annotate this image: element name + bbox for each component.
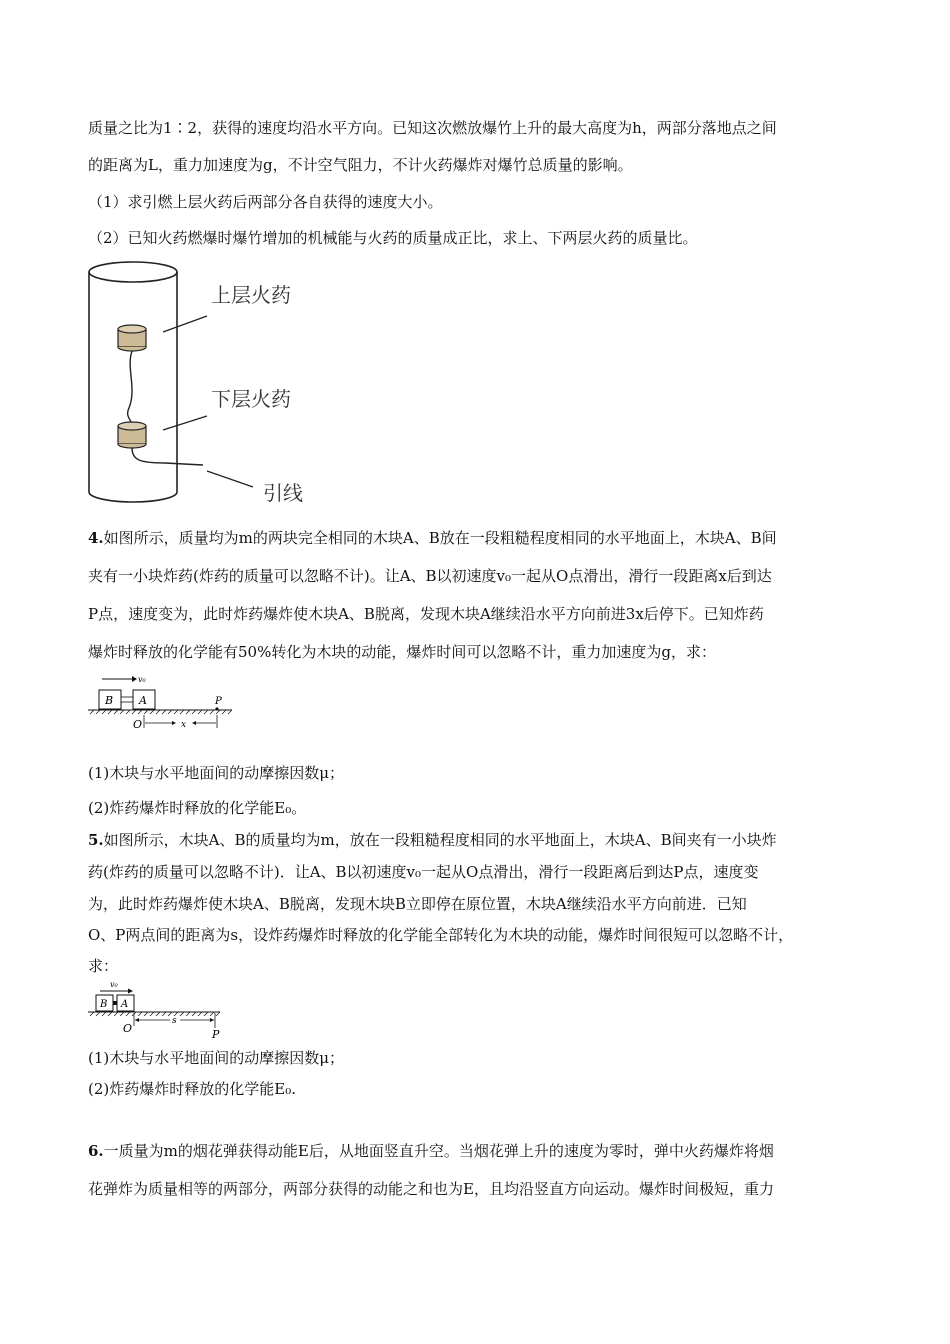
problem4-number: 4. (88, 529, 104, 547)
problem5-text-line2: 药(炸药的质量可以忽略不计)．让A、B以初速度v₀一起从O点滑出，滑行一段距离后到达P点，速度变 (88, 863, 759, 881)
problem5-number: 5. (88, 831, 104, 849)
lower-powder-cylinder (118, 422, 146, 448)
problem3-text-line2: 的距离为L，重力加速度为g，不计空气阻力，不计火药爆炸对爆竹总质量的影响。 (88, 156, 633, 174)
firecracker-figure (85, 258, 345, 508)
point-p-label: P (215, 696, 222, 707)
point-o-label: O (133, 718, 143, 731)
problem5-text-line4: O、P两点间的距离为s，设炸药爆炸时释放的化学能全部转化为木块的动能，爆炸时间很短可以忽略不计， (88, 926, 794, 944)
problem4-question2: (2)炸药爆炸时释放的化学能E₀。 (88, 799, 307, 817)
problem5-text-line3: 为，此时炸药爆炸使木块A、B脱离，发现木块B立即停在原位置，木块A继续沿水平方向前进．已知 (88, 895, 747, 913)
problem4-question1: (1)木块与水平地面间的动摩擦因数μ； (88, 764, 344, 782)
point-o-label: O (123, 1022, 133, 1035)
problem6-text-line2: 花弹炸为质量相等的两部分，两部分获得的动能之和也为E，且均沿竖直方向运动。爆炸时间极短，重力 (88, 1180, 774, 1198)
velocity-label: v₀ (110, 980, 118, 989)
problem4-text-line1: 4.如图所示，质量均为m的两块完全相同的木块A、B放在一段粗糙程度相同的水平地面上，木块A、B间 (88, 529, 777, 547)
problem6-number: 6. (88, 1142, 104, 1160)
block-a-label: A (139, 694, 147, 707)
problem5-question2: (2)炸药爆炸时释放的化学能E₀. (88, 1080, 296, 1098)
lower-powder-label: 下层火药 (211, 387, 291, 411)
distance-s-label: s (172, 1016, 177, 1026)
distance-x-label: x (181, 720, 187, 730)
upper-powder-label: 上层火药 (211, 283, 291, 307)
problem5-text-line1: 5.如图所示，木块A、B的质量均为m，放在一段粗糙程度相同的水平地面上，木块A、B间夹有一小块炸 (88, 831, 777, 849)
fuse-label: 引线 (263, 481, 303, 505)
problem6-text-line1: 6.一质量为m的烟花弹获得动能E后，从地面竖直升空。当烟花弹上升的速度为零时，弹中火药爆炸将烟 (88, 1142, 774, 1160)
problem5-figure (86, 978, 236, 1040)
block-a-label: A (121, 999, 129, 1010)
point-p-label: P (212, 1028, 220, 1040)
problem3-text-line1: 质量之比为1∶2，获得的速度均沿水平方向。已知这次燃放爆竹上升的最大高度为h，两部分落地点之间 (88, 119, 777, 137)
problem3-question2: （2）已知火药燃爆时爆竹增加的机械能与火药的质量成正比，求上、下两层火药的质量比。 (88, 229, 698, 247)
problem4-figure (86, 666, 236, 732)
problem4-text-line3: P点，速度变为，此时炸药爆炸使木块A、B脱离，发现木块A继续沿水平方向前进3x后停下。已知炸药 (88, 605, 764, 623)
velocity-label: v₀ (138, 675, 146, 684)
problem4-text-line2: 夹有一小块炸药(炸药的质量可以忽略不计)。让A、B以初速度v₀一起从O点滑出，滑行一段距离x后到达 (88, 567, 772, 585)
upper-powder-cylinder (118, 325, 146, 351)
block-b-label: B (105, 694, 114, 707)
problem5-question1: (1)木块与水平地面间的动摩擦因数μ； (88, 1049, 344, 1067)
block-b-label: B (100, 999, 108, 1010)
problem5-text-line5: 求： (88, 957, 119, 975)
problem4-text-line4: 爆炸时释放的化学能有50%转化为木块的动能，爆炸时间可以忽略不计，重力加速度为g，求： (88, 643, 716, 661)
problem3-question1: （1）求引燃上层火药后两部分各自获得的速度大小。 (88, 193, 443, 211)
